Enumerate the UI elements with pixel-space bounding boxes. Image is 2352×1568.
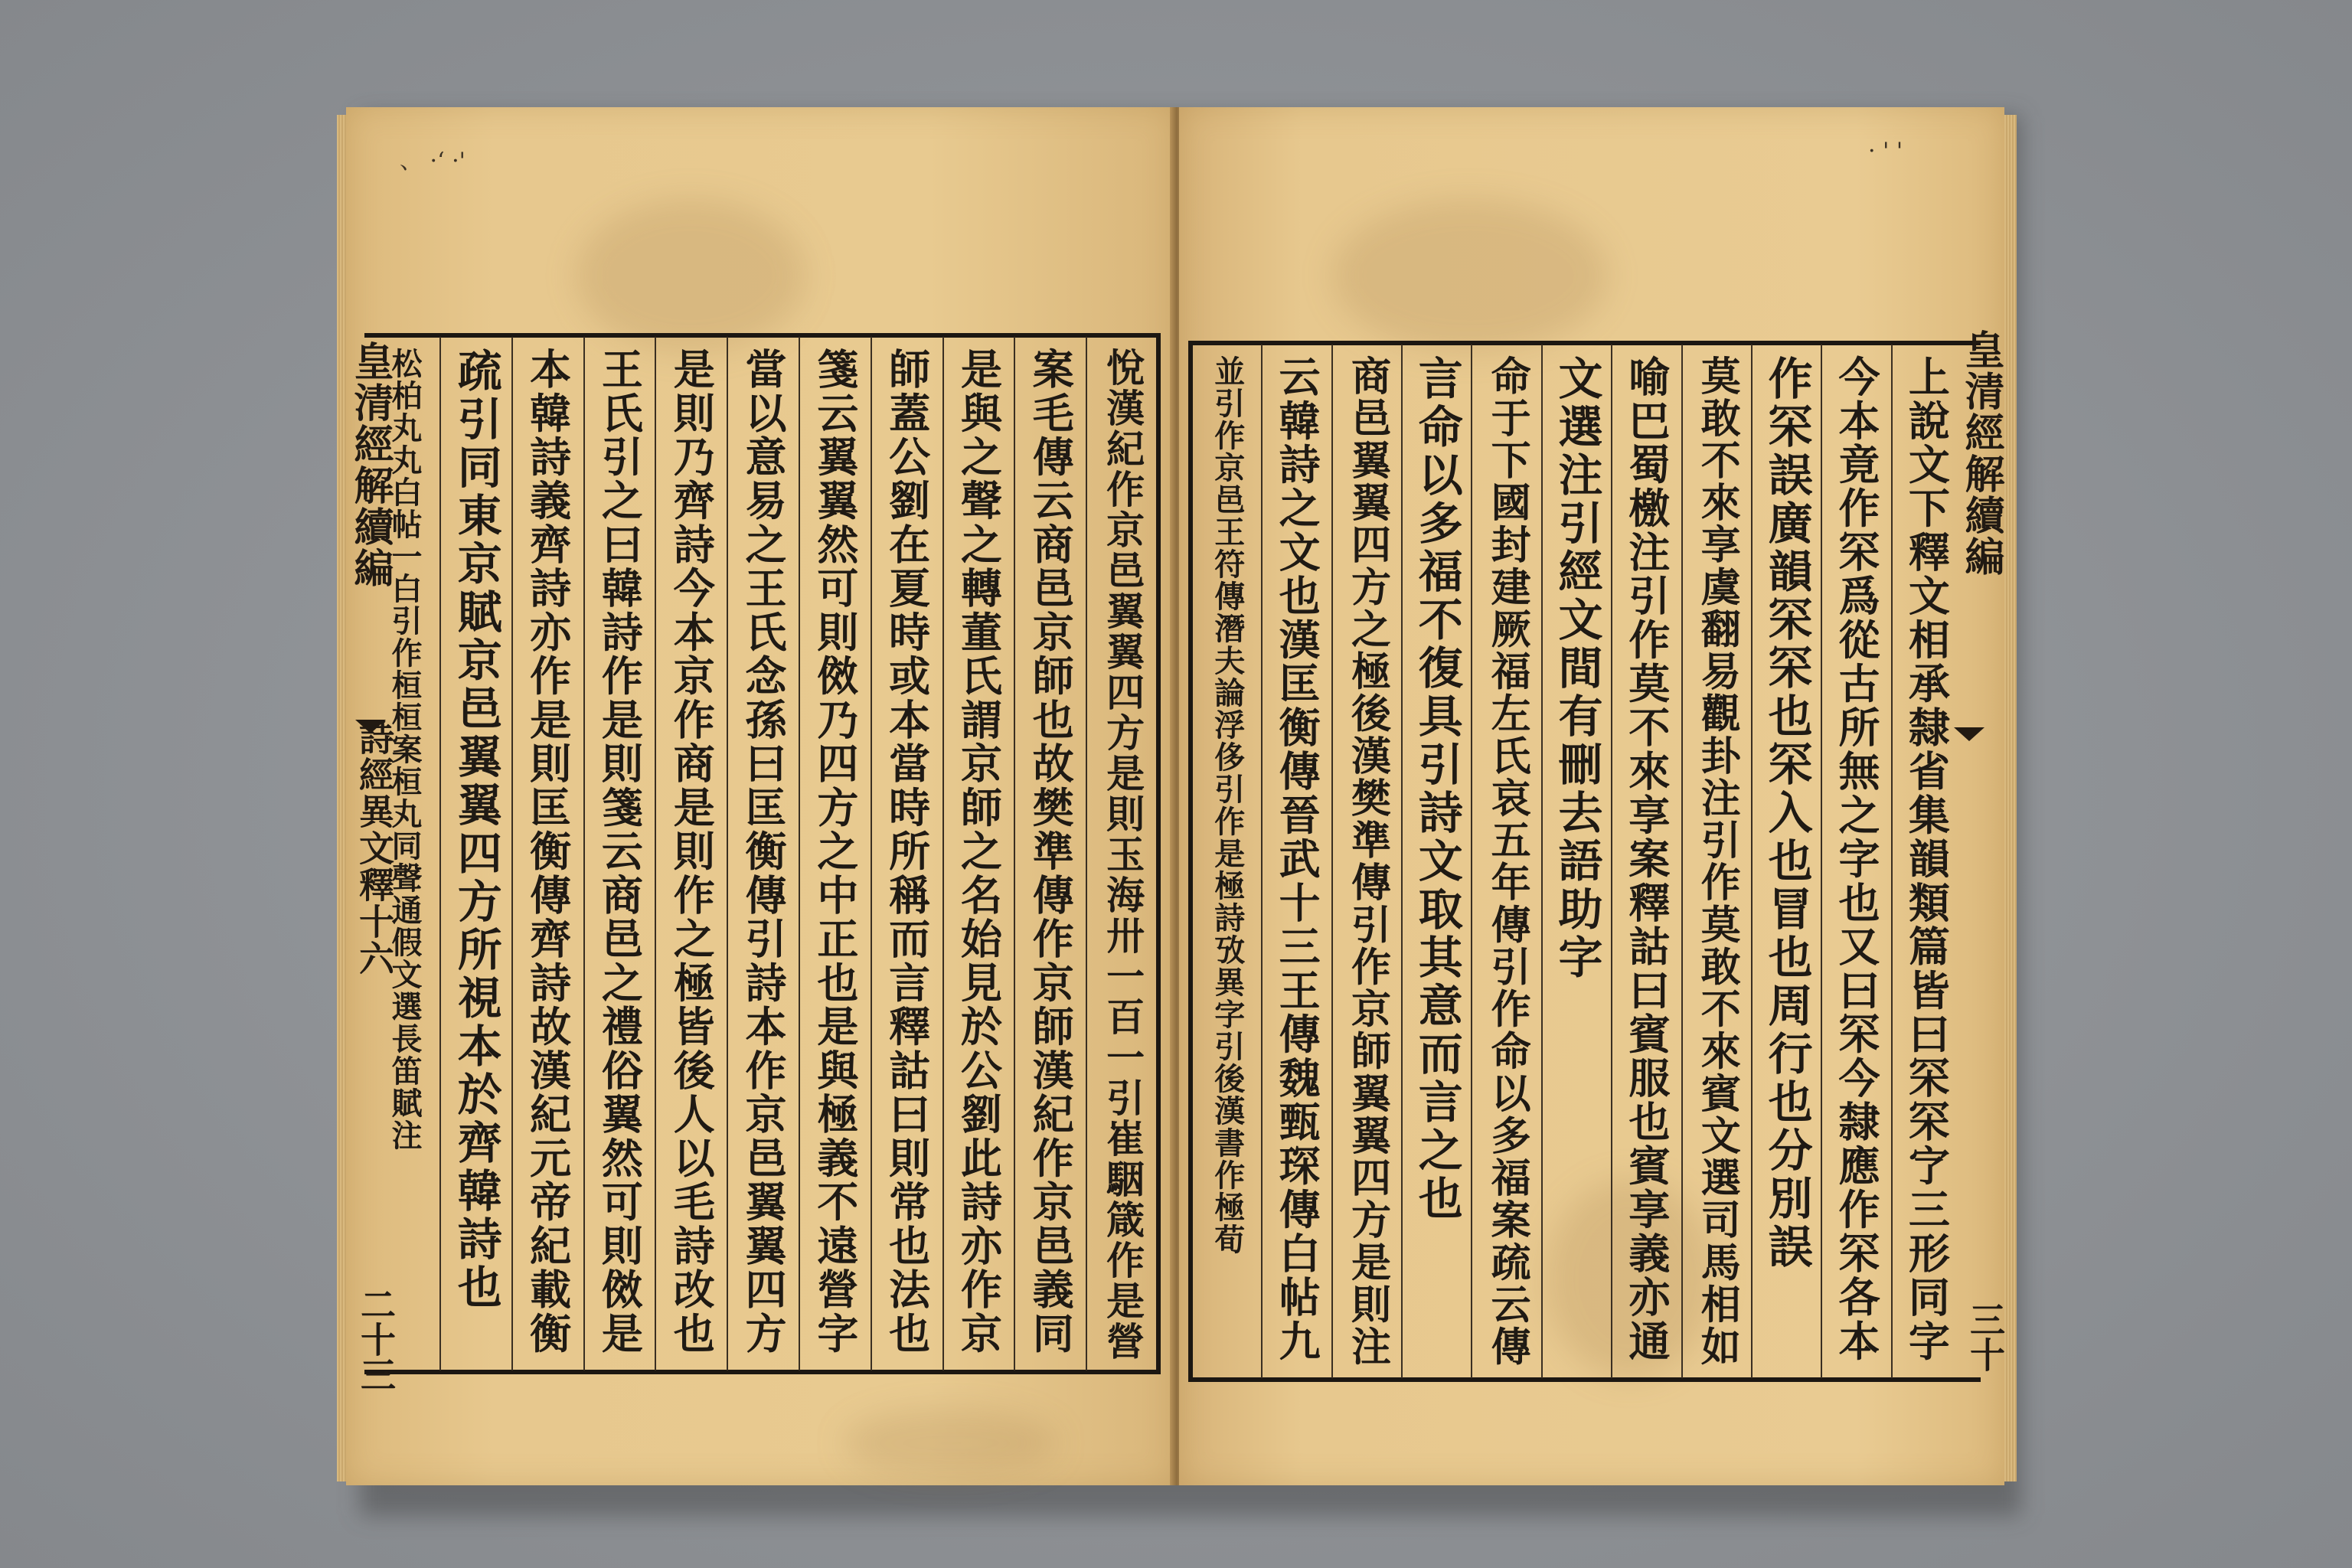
text-column: 是則乃齊詩今本京作商是則作之極皆後人以毛詩改也 bbox=[655, 337, 727, 1370]
text-column: 上說文下釋文相承隸省集韻類篇皆曰罙罙㝋三形同字 bbox=[1891, 345, 1961, 1378]
text-column: 是與之聲之轉董氏謂京師之名始見於公劉此詩亦作京 bbox=[942, 337, 1014, 1370]
text-column: 案毛傳云商邑京師也故樊準傳作京師漢紀作京邑義同 bbox=[1014, 337, 1086, 1370]
text-column: 疏引同東京賦京邑翼翼四方所視本於齊韓詩也 bbox=[439, 337, 511, 1370]
text-column: 松柏丸丸白帖一白引作桓桓案桓丸同聲通假文選長笛賦注 bbox=[386, 348, 423, 1152]
left-margin-section: 詩經異文釋十六 bbox=[354, 720, 395, 977]
text-column: 悅漢紀作京邑翼翼四方是則玉海卅一百一引崔駰箴作是營 bbox=[1086, 337, 1158, 1370]
text-column: 命于下國封建厥福左氏哀五年傳引作命以多福案疏云傳 bbox=[1471, 345, 1540, 1378]
text-column: 文選注引經文間有刪去語助字 bbox=[1541, 345, 1611, 1378]
text-column: 本韓詩義齊詩亦作是則匡衡傳齊詩故漢紀元帝紀載衡 bbox=[511, 337, 583, 1370]
text-column: 言命以多福不復具引詩文取其意而言之也 bbox=[1401, 345, 1471, 1378]
right-page bbox=[1179, 107, 2004, 1485]
text-column: 莫敢不來享虞翻易觀卦注引作莫敢不來賓文選司馬相如 bbox=[1681, 345, 1751, 1378]
text-column: 箋云翼翼然可則傚乃四方之中正也是與極義不遠營字 bbox=[799, 337, 871, 1370]
text-column: 作罙誤廣韻罙罙也罙入也冒也周行也分別誤 bbox=[1751, 345, 1821, 1378]
paper-stain bbox=[576, 199, 805, 352]
right-margin-title: 皇清經解續編 bbox=[1958, 329, 2004, 577]
text-column: 商邑翼翼四方之極後漢樊準傳引作京師翼翼四方是則注 bbox=[1331, 345, 1401, 1378]
paper-stain bbox=[1332, 199, 1608, 352]
left-margin-title: 皇清經解續編 bbox=[347, 341, 394, 589]
left-page-number: 二十三 bbox=[355, 1286, 397, 1392]
ink-smudge: 、 ·‘ ·' bbox=[400, 148, 466, 175]
text-column: 云韓詩之文也漢匡衡傳晉武十三王傳魏甄琛傳白帖九 bbox=[1261, 345, 1331, 1378]
paper-stain bbox=[844, 1409, 1058, 1478]
ink-smudge: · ' ' bbox=[1868, 138, 1903, 165]
text-column: 當以意易之王氏念孫曰匡衡傳引詩本作京邑翼翼四方 bbox=[727, 337, 799, 1370]
text-column: 王氏引之曰韓詩作是則箋云商邑之禮俗翼然可則傚是 bbox=[583, 337, 655, 1370]
text-column: 並引作京邑王符傳潛夫論浮侈引作是極詩攷異字引後漢書作極荀 bbox=[1209, 355, 1246, 1256]
text-column: 今本竟作罙爲從古所無之字也又曰罙今隸應作罙各本 bbox=[1821, 345, 1890, 1378]
right-text-columns bbox=[1193, 345, 1961, 1378]
right-page-number: 三十 bbox=[1965, 1302, 2006, 1372]
text-column: 喻巴蜀檄注引作莫不來享案釋詁曰賓服也賓享義亦通 bbox=[1611, 345, 1681, 1378]
text-column: 師蓋公劉在夏時或本當時所稱而言釋詁曰則常也法也 bbox=[871, 337, 942, 1370]
left-page bbox=[346, 107, 1174, 1485]
left-text-columns bbox=[369, 337, 1158, 1370]
